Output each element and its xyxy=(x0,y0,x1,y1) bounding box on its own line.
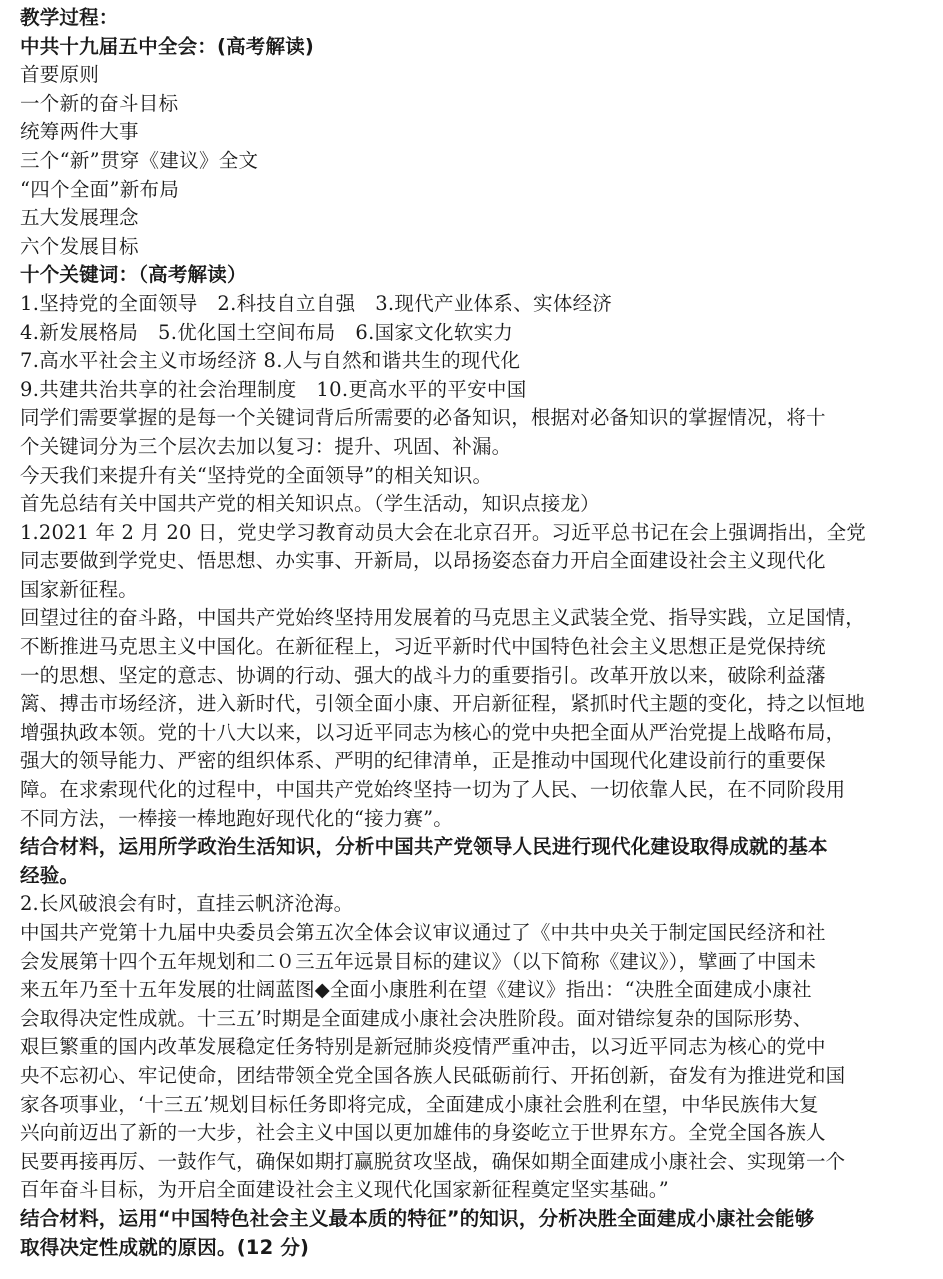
question-1 xyxy=(20,833,925,890)
material-2-line: 艰巨繁重的国内改革发展稳定任务特别是新冠肺炎疫情严重冲击，以习近平同志为核心的党中 xyxy=(20,1035,826,1059)
material-2-line: 兴向前迈出了新的一大步，社会主义中国以更加雄伟的身姿屹立于世界东方。全党全国各族人 xyxy=(20,1121,826,1145)
plenum-item: 三个“新”贯穿《建议》全文 xyxy=(20,148,259,172)
material-1-line: 一的思想、坚定的意志、协调的行动、强大的战斗力的重要指引。改革开放以来，破除利益藩 xyxy=(20,663,826,687)
plenum-item: 统筹两件大事 xyxy=(20,120,139,144)
material-1-line: 不断推进马克思主义中国化。在新征程上，习近平新时代中国特色社会主义思想正是党保持统 xyxy=(20,635,826,659)
plenum-item: 五大发展理念 xyxy=(20,206,139,230)
material-2-line: 家各项事业，‘十三五’规划目标任务即将完成，全面建成小康社会胜利在望，中华民族伟大复 xyxy=(20,1092,819,1116)
material-1-line: 篱、搏击市场经济，进入新时代，引领全面小康、开启新征程，紧抓时代主题的变化，持之以恒地 xyxy=(20,692,865,716)
material-2-line: 央不忘初心、牢记使命，团结带领全党全国各族人民砥砺前行、开拓创新，奋发有为推进党和国 xyxy=(20,1063,846,1087)
intro-line: 个关键词分为三个层次去加以复习：提升、巩固、补漏。 xyxy=(20,434,512,458)
keyword-line: 7.高水平社会主义市场经济 8.人与自然和谐共生的现代化 xyxy=(20,349,521,373)
question-2-line: 结合材料，运用“中国特色社会主义最本质的特征”的知识，分析决胜全面建成小康社会能够 xyxy=(20,1206,815,1230)
material-2-line: 中国共产党第十九届中央委员会第五次全体会议审议通过了《中共中央关于制定国民经济和社 xyxy=(20,921,826,944)
intro-line: 同学们需要掌握的是每一个关键词背后所需要的必备知识，根据对必备知识的掌握情况，将十 xyxy=(20,406,826,430)
intro-paragraph xyxy=(20,404,925,518)
material-1-line: 强大的领导能力、严密的组织体系、严明的纪律清单，正是推动中国现代化建设前行的重要保 xyxy=(20,749,826,773)
intro-line: 首先总结有关中国共产党的相关知识点。（学生活动，知识点接龙） xyxy=(20,492,600,516)
keyword-list xyxy=(20,290,925,404)
keyword-line: 4.新发展格局 5.优化国土空间布局 6.国家文化软实力 xyxy=(20,320,514,344)
material-1-line: 不同方法，一棒接一棒地跑好现代化的“接力赛”。 xyxy=(20,806,453,830)
question-1-line: 结合材料，运用所学政治生活知识，分析中国共产党领导人民进行现代化建设取得成就的基本 xyxy=(20,835,828,859)
material-2-line: 2.长风破浪会有时，直挂云帆济沧海。 xyxy=(20,892,354,916)
material-1-line: 增强执政本领。党的十八大以来，以习近平同志为核心的党中央把全面从严治党提上战略布局， xyxy=(20,720,846,744)
material-2-line: 会发展第十四个五年规划和二０三五年远景目标的建议》（以下简称《建议》），擘画了中国未 xyxy=(20,949,817,973)
intro-line: 今天我们来提升有关“坚持党的全面领导”的相关知识。 xyxy=(20,463,493,487)
material-1-line: 国家新征程。 xyxy=(20,577,138,601)
material-1-line: 同志要做到学党史、悟思想、办实事、开新局，以昂扬姿态奋力开启全面建设社会主义现代化 xyxy=(20,549,826,573)
plenum-item: 首要原则 xyxy=(20,63,100,87)
material-1-line: 1.2021 年 2 月 20 日，党史学习教育动员大会在北京召开。习近平总书记在会上强调指出，全党 xyxy=(20,520,866,544)
plenum-list xyxy=(20,61,925,261)
plenum-item: “四个全面”新布局 xyxy=(20,177,180,201)
plenum-item: 六个发展目标 xyxy=(20,234,139,258)
material-1-line: 回望过往的奋斗路，中国共产党始终坚持用发展着的马克思主义武装全党、指导实践，立足国情， xyxy=(20,606,865,630)
material-2-line: 民要再接再厉、一鼓作气，确保如期打赢脱贫攻坚战，确保如期全面建成小康社会、实现第一个 xyxy=(20,1149,846,1173)
keyword-line: 9.共建共治共享的社会治理制度 10.更高水平的平安中国 xyxy=(20,377,527,401)
material-2-line: 会取得决定性成就。十三五’时期是全面建成小康社会决胜阶段。面对错综复杂的国际形势、 xyxy=(20,1006,813,1030)
material-2-line: 来五年乃至十五年发展的壮阔蓝图◆全面小康胜利在望《建议》指出：“决胜全面建成小康社 xyxy=(20,978,812,1002)
heading-plenum: 中共十九届五中全会：(高考解读) xyxy=(20,34,315,58)
question-2 xyxy=(20,1205,925,1262)
heading-keywords: 十个关键词：（高考解读） xyxy=(20,263,247,287)
material-1 xyxy=(20,519,925,834)
material-1-line: 障。在求索现代化的过程中，中国共产党始终坚持一切为了人民、一切依靠人民，在不同阶段用 xyxy=(20,778,846,802)
plenum-item: 一个新的奋斗目标 xyxy=(20,91,179,115)
material-2-line: 百年奋斗目标，为开启全面建设社会主义现代化国家新征程奠定坚实基础。” xyxy=(20,1178,669,1202)
heading-teaching-process: 教学过程： xyxy=(20,6,119,29)
keyword-line: 1.坚持党的全面领导 2.科技自立自强 3.现代产业体系、实体经济 xyxy=(20,291,613,315)
material-2 xyxy=(20,890,925,1205)
question-2-line: 取得决定性成就的原因。(12 分) xyxy=(20,1235,310,1259)
question-1-line: 经验。 xyxy=(20,863,80,887)
